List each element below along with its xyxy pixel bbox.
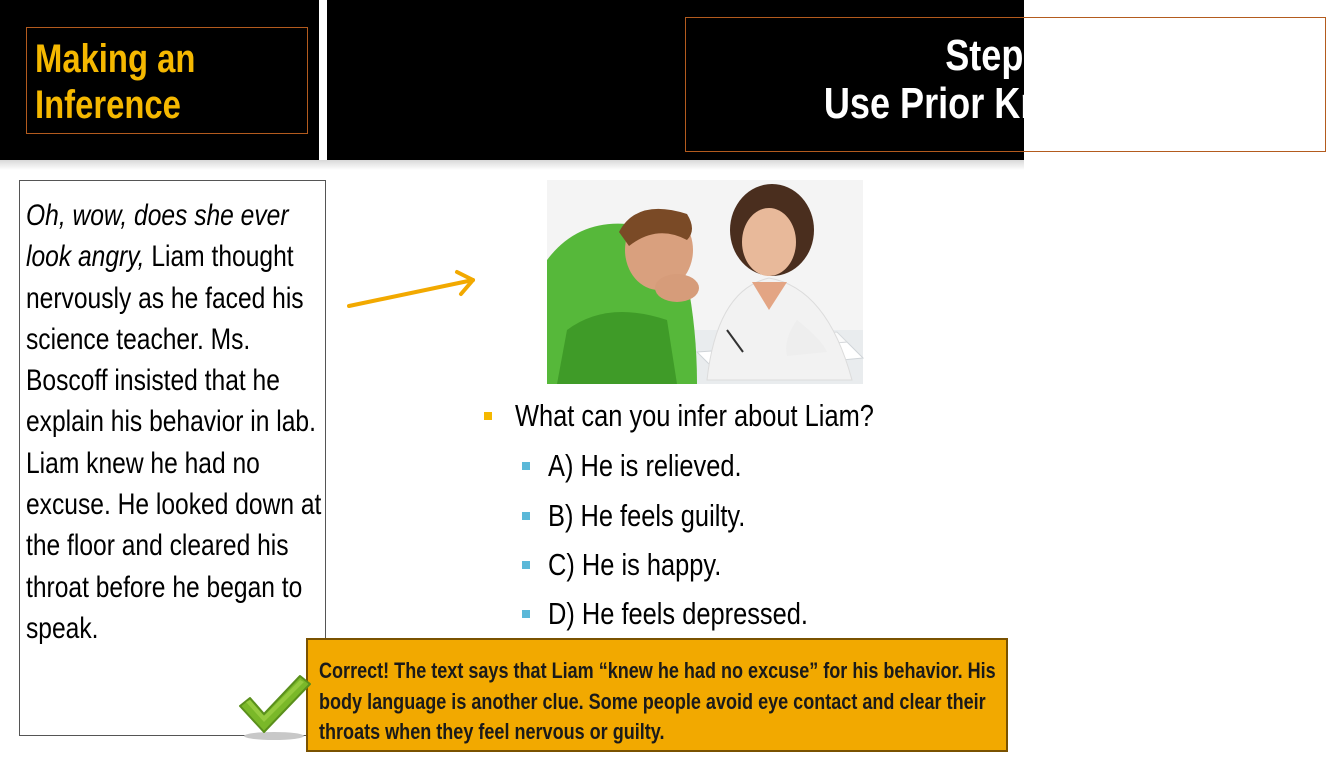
passage-italic-quote: Oh, wow, does she ever look angry, [26,199,289,274]
bullet-square-icon [522,512,530,520]
slide-section-title [35,36,231,128]
header-right-panel [327,0,1187,160]
passage-box [19,180,326,736]
answer-feedback-text: Correct! The text says that Liam “knew he had no excuse” for his behavior. His body language is another clue. Some people avoid eye contact and clear their throats when they feel nervous or guilty. [319,658,996,744]
answer-option-c: C) He is happy. [548,547,722,582]
answer-option-b: B) He feels guilty. [548,498,746,533]
bullet-square-icon [484,412,492,420]
question-prompt: What can you infer about Liam? [515,398,874,433]
title-right-frame [685,17,1326,152]
header-divider [319,0,327,160]
bullet-square-icon [522,462,530,470]
slide-title [686,32,1325,128]
section-title-line1: Making an [35,37,196,81]
answer-option-d: D) He feels depressed. [548,596,808,631]
bullet-square-icon [522,561,530,569]
answer-option-a: A) He is relieved. [548,448,742,483]
passage-text [26,195,325,649]
arrow-right-icon [345,270,485,315]
checkmark-icon [236,672,316,742]
answer-feedback-box [306,638,1008,752]
student-teacher-photo [547,180,863,384]
slide-title-line1: Step 2: [945,31,1066,80]
slide-title-line2: Use Prior Knowledge [824,79,1187,128]
bullet-square-icon [522,610,530,618]
title-left-frame [26,27,308,134]
header-rule [0,160,1024,170]
header-left-panel [0,0,319,160]
section-title-line2: Inference [35,83,181,127]
passage-body: Liam thought nervously as he faced his science teacher. Ms. Boscoff insisted that he explain his behavior in lab. Liam knew he had no excuse. He looked down at the floor and cleared his throat before he began to speak. [26,240,322,645]
